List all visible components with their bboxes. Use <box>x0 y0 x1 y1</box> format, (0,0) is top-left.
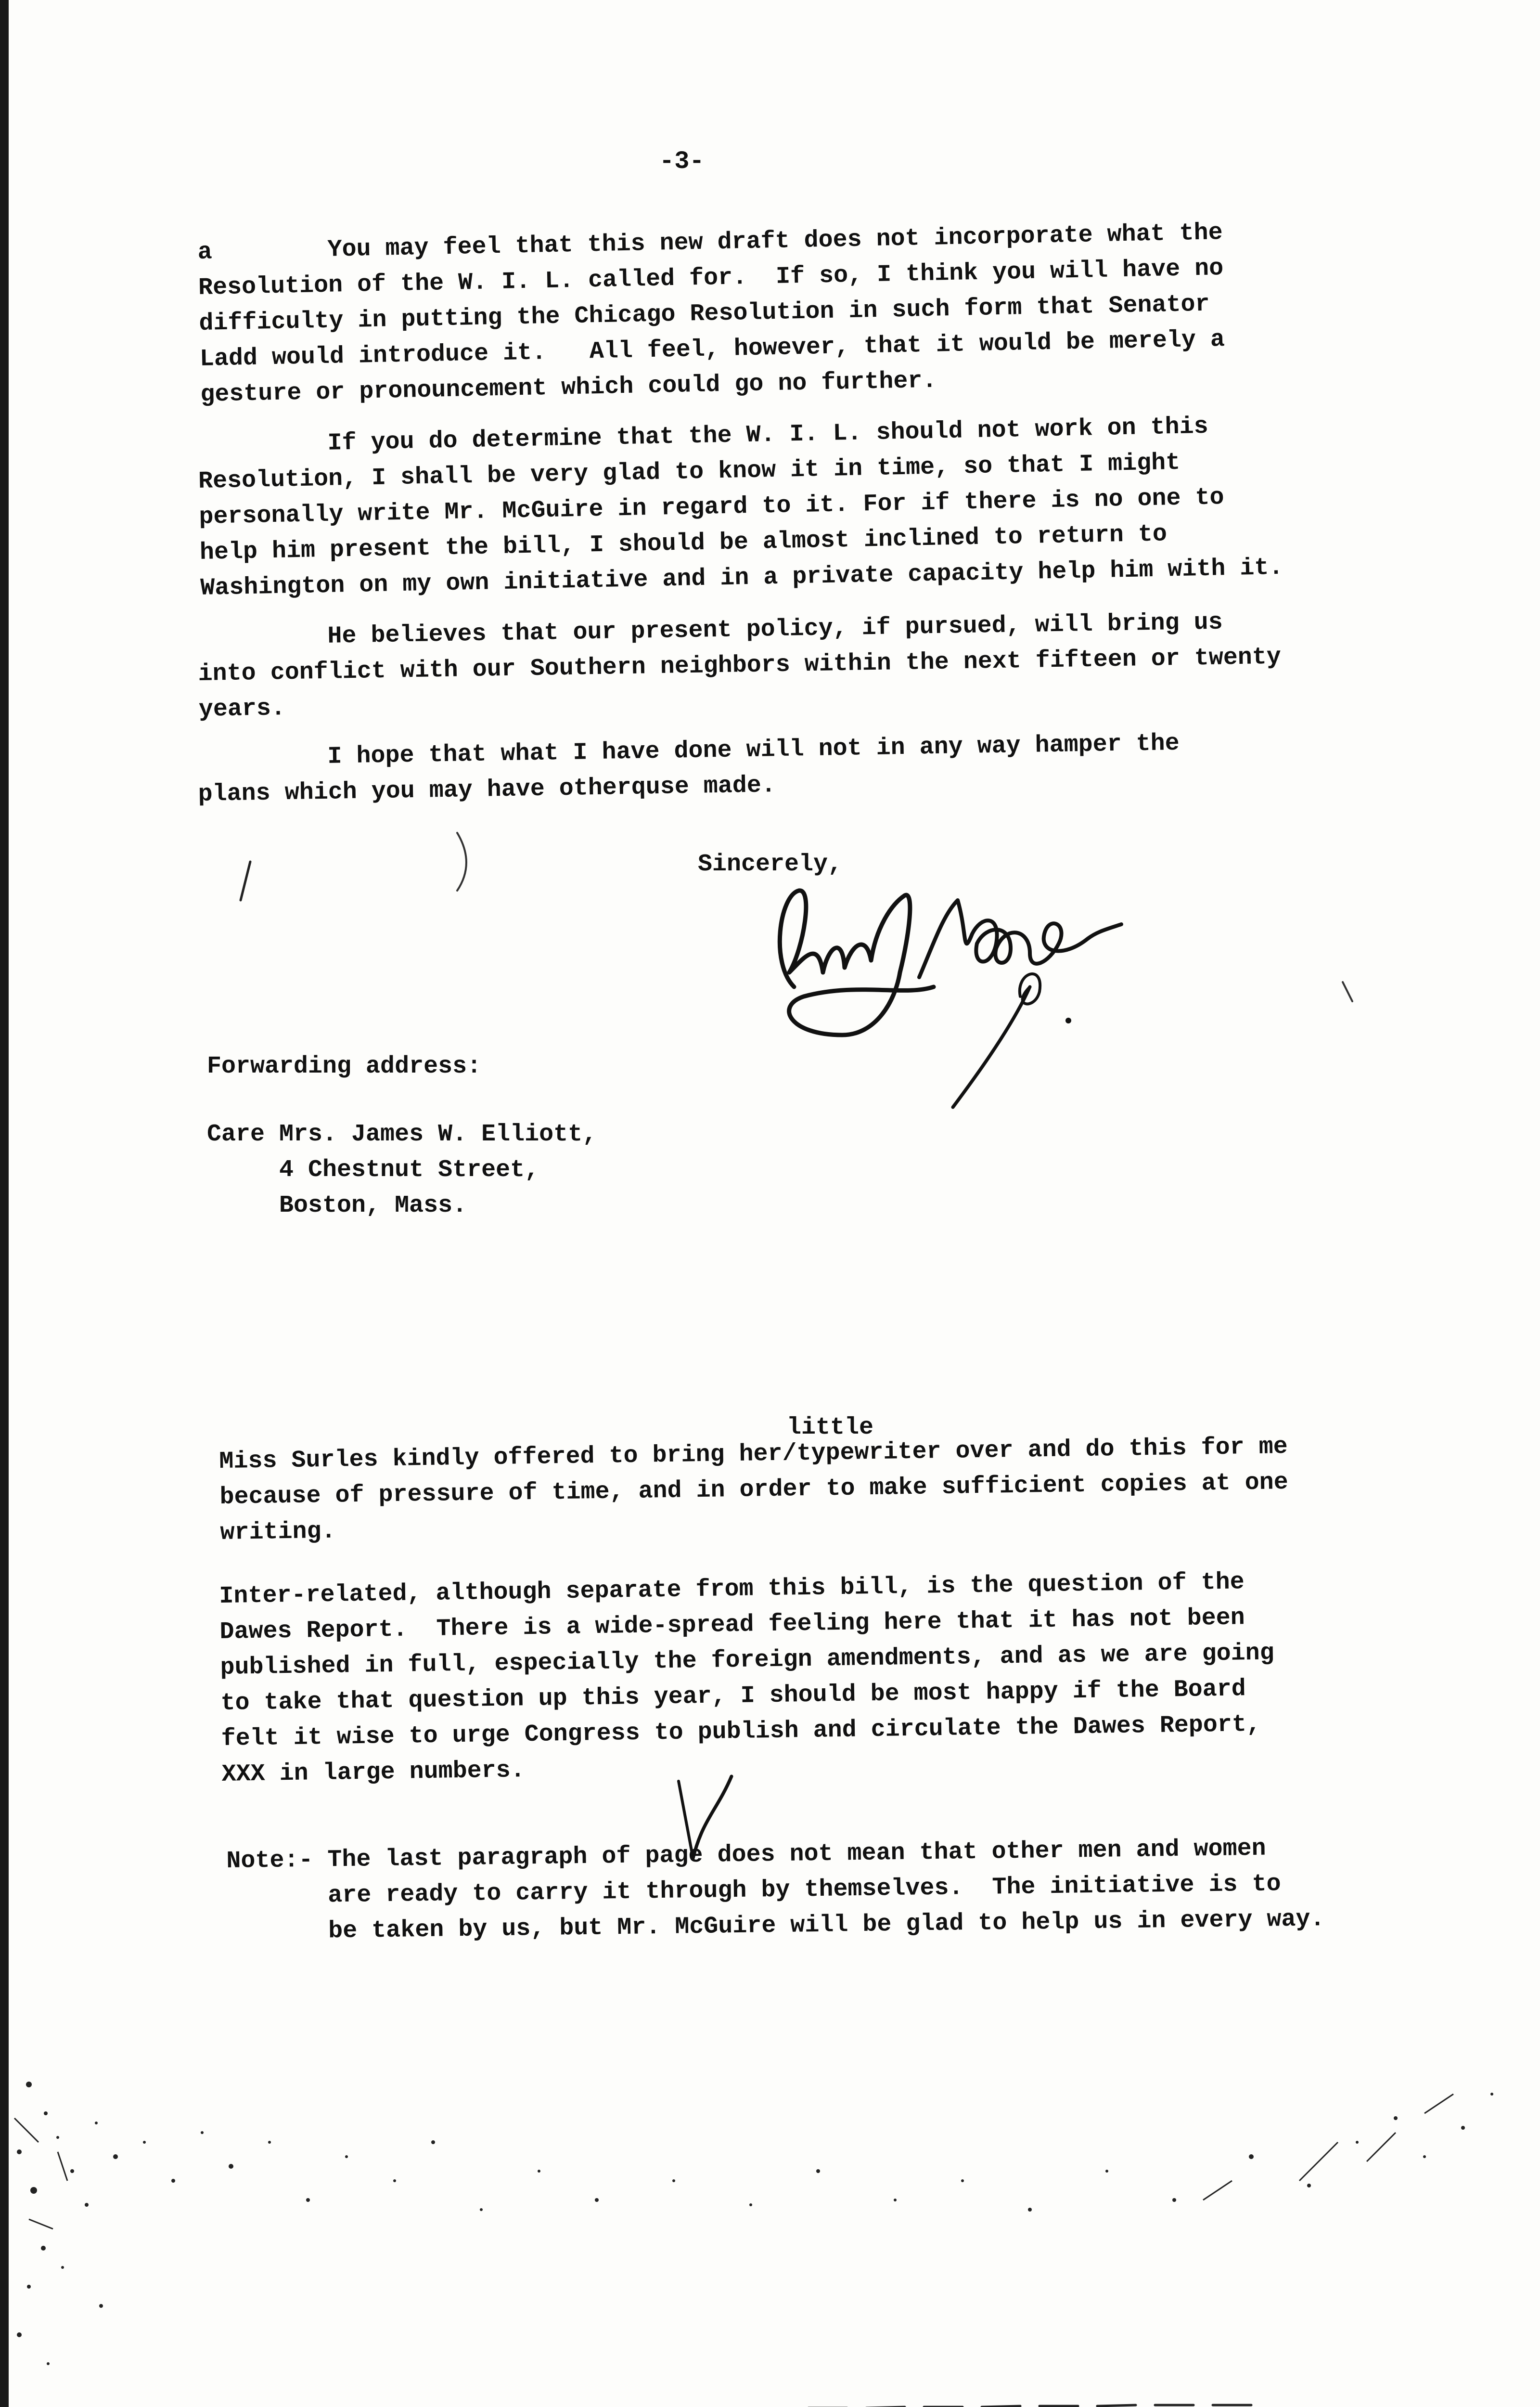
text-line: are ready to carry it through by themselves. The initiative is to <box>227 1870 1281 1911</box>
stray-mark <box>457 833 466 891</box>
text-line: into conflict with our Southern neighbors within the next fifteen or twenty <box>198 643 1282 688</box>
text-line: help him present the bill, I should be almost inclined to return to <box>199 520 1168 567</box>
text-line: gesture or pronouncement which could go no further. <box>200 367 937 409</box>
text-line: difficulty in putting the Chicago Resolution in such form that Senator <box>198 290 1210 337</box>
text-line: Miss Surles kindly offered to bring her/typewriter over and do this for me <box>219 1433 1288 1475</box>
forwarding-address-label: Forwarding address: <box>207 1053 482 1080</box>
text-line: XXX in large numbers. <box>221 1757 526 1788</box>
text-line: Note:- The last paragraph of page does not mean that other men and women <box>226 1835 1266 1875</box>
text-line: personally write Mr. McGuire in regard to it. For if there is no one to <box>198 484 1225 531</box>
address-line: Boston, Mass. <box>207 1192 467 1219</box>
text-line: Inter-related, although separate from this bill, is the question of the <box>219 1568 1245 1610</box>
checkmark-stroke <box>679 1781 693 1858</box>
address-line: 4 Chestnut Street, <box>207 1156 539 1184</box>
text-line: because of pressure of time, and in order to make sufficient copies at one <box>219 1468 1289 1511</box>
text-line: Washington on my own initiative and in a private capacity help him with it. <box>200 554 1283 602</box>
text-line: I hope that what I have done will not in any way hamper the <box>197 729 1180 773</box>
scan-speckle-noise <box>0 1998 1540 2407</box>
text-line: published in full, especially the foreign amendments, and as we are going <box>220 1639 1275 1682</box>
stray-mark <box>1343 982 1352 1001</box>
text-line: Ladd would introduce it. All feel, however, that it would be merely a <box>199 326 1225 373</box>
address-line: Care Mrs. James W. Elliott, <box>207 1121 597 1148</box>
text-line: felt it wise to urge Congress to publish and circulate the Dawes Report, <box>221 1710 1261 1753</box>
page-number: -3- <box>659 147 705 176</box>
stray-mark <box>241 862 250 900</box>
text-line: He believes that our present policy, if pursued, will bring us <box>197 608 1223 652</box>
text-line: be taken by us, but Mr. McGuire will be glad to help us in every way. <box>227 1905 1325 1946</box>
text-line: plans which you may have otherquse made. <box>198 772 776 808</box>
text-line: Resolution of the W. I. L. called for. If so, I think you will have no <box>198 255 1224 302</box>
text-line: to take that question up this year, I should be most happy if the Board <box>220 1675 1246 1717</box>
closing-salutation: Sincerely, <box>698 851 843 878</box>
text-line: a You may feel that this new draft does not incorporate what the <box>197 219 1223 266</box>
checkmark-annotation <box>693 1776 732 1858</box>
text-line: Resolution, I shall be very glad to know it in time, so that I might <box>198 449 1181 495</box>
text-line: years. <box>198 695 286 724</box>
inserted-word: little <box>787 1414 874 1441</box>
text-line: Dawes Report. There is a wide-spread feeling here that it has not been <box>219 1604 1245 1646</box>
text-line: writing. <box>220 1517 336 1547</box>
text-line: If you do determine that the W. I. L. should not work on this <box>197 413 1209 460</box>
